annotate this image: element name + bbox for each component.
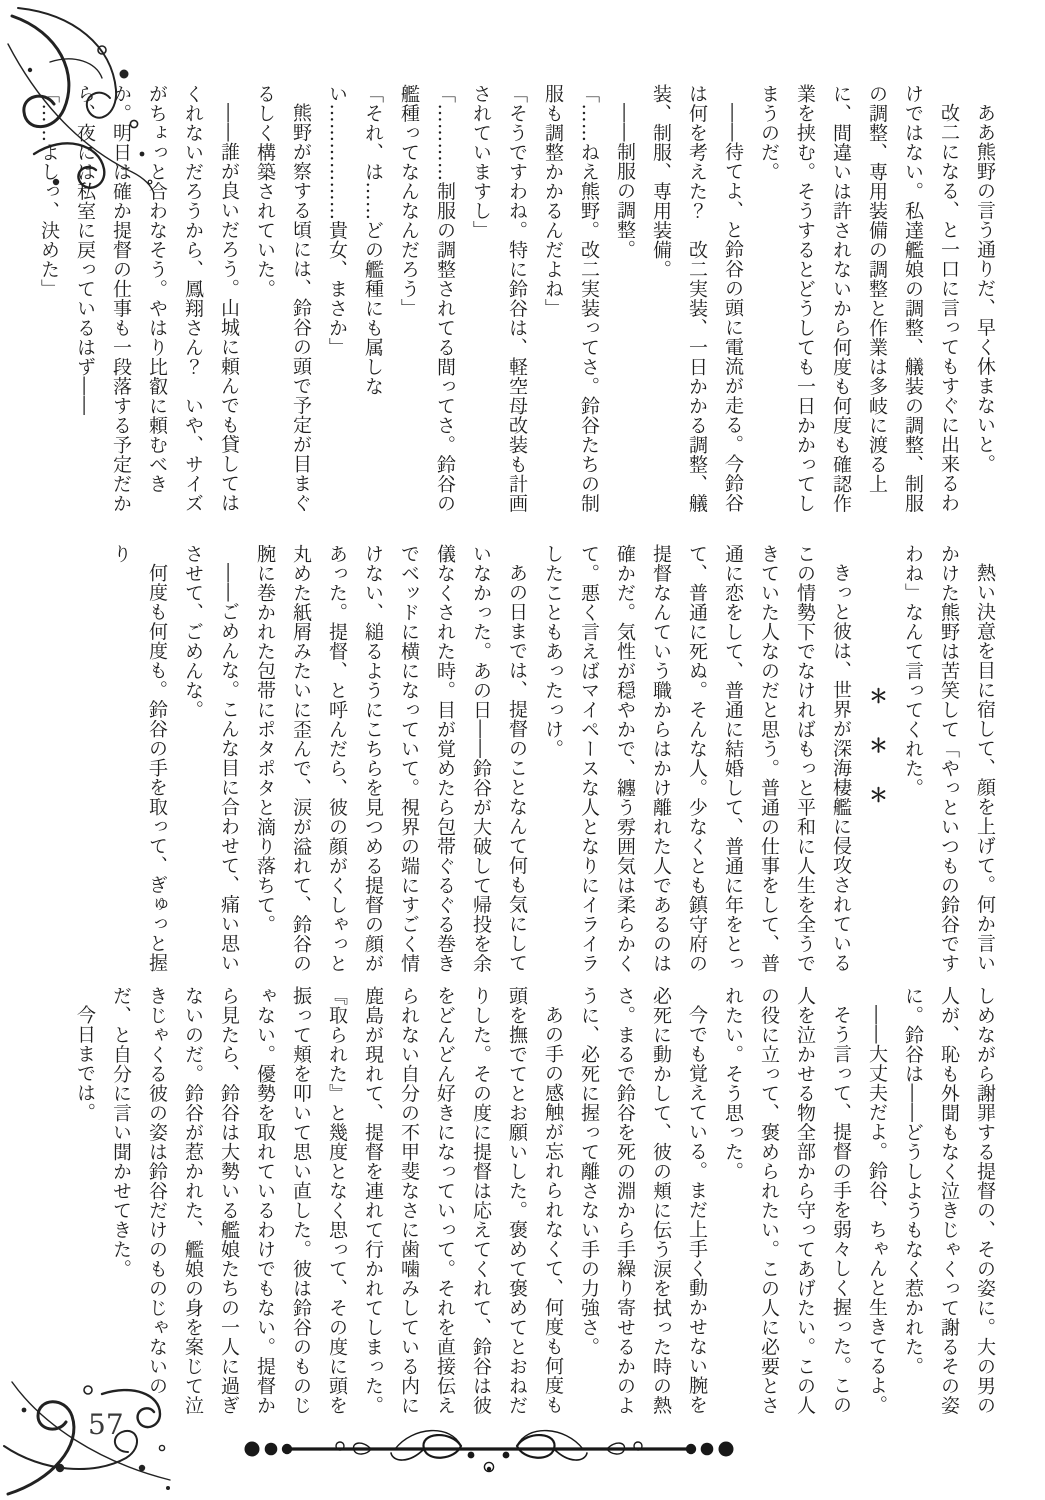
paragraph: 「それ、は……どの艦種にも属しない………………貴女、まさか」 [326,84,384,396]
paragraph: 改二になる、と一口に言ってもすぐに出来るわけではない。私達艦娘の調整、艤装の調整、制服の調整、専用装備の調整と作業は多岐に渡る上に、間違いは許されないから何度も何度も確認作業を挟む。そうするとどうしても一日かかってしまうのだ。 [758,84,960,513]
paragraph: ――大丈夫だよ。鈴谷、ちゃんと生きてるよ。 [866,1005,888,1415]
paragraph: 「…………制服の調整されてる間ってさ。鈴谷の艦種ってなんなんだろう」 [398,84,456,513]
section-break: ＊＊＊ [866,685,888,835]
paragraph: あの日までは、提督のことなんて何も気にしていなかった。あの日――鈴谷が大破して帰投を余儀なくされた時。目が覚めたら包帯ぐるぐる巻きでベッドに横になっていて。視界の端にすごく情けない、縋るようにこちらを見つめる提督の顔があった。提督、と呼んだら、彼の顔がくしゃっと丸めた紙屑みたいに歪んで、涙が溢れて、鈴谷の腕に巻かれた包帯にポタポタと滴り落ちて。 [254,544,528,973]
paragraph: あの手の感触が忘れられなくて、何度も何度も頭を撫でてとお願いした。褒めて褒めてとおねだりした。その度に提督は応えてくれて、鈴谷は彼をどんどん好きになっていって。それを直接伝えられない自分の不甲斐なさに歯噛みしている内に鹿島が現れて、提督を連れて行かれてしまった。『取られた』と幾度となく思って、その度に頭を振って頬を叩いて思い直した。彼は鈴谷のものじゃない。優勢を取れているわけでもない。提督から見たら、鈴谷は大勢いる艦娘たちの一人に過ぎないのだ。鈴谷が惹かれた、艦娘の身を案じて泣きじゃくる彼の姿は鈴谷だけのものじゃないのだ、と自分に言い聞かせてきた。 [110,986,564,1415]
page-number: 57 [88,1408,124,1441]
paragraph: きっと彼は、世界が深海棲艦に侵攻されているこの情勢下でなければもっと平和に人生を全うできていた人なのだと思う。普通の仕事をして、普通に恋をして、普通に結婚して、普通に年をとって、普通に死ぬ。そんな人。少なくとも鎮守府の提督なんていう職からはかけ離れた人であるのは確かだ。気性が穏やかで、纏う雰囲気は柔らかくて。悪く言えばマイペースな人となりにイライラしたこともあったっけ。 [542,544,852,973]
paragraph: 「そうですわね。特に鈴谷は、軽空母改装も計画されていますし」 [470,84,528,513]
paragraph: しめながら謝罪する提督の、その姿に。大の男の人が、恥も外聞もなく泣きじゃくって謝るその姿に。鈴谷は――どうしようもなく惹かれた。 [902,986,996,1415]
paragraph: 「……よしっ、決めた」 [38,84,60,299]
paragraph: ――ごめんな。こんな目に合わせて、痛い思いさせて、ごめんな。 [182,544,240,973]
paragraph: ――制服の調整。 [614,103,636,259]
paragraph: ――待てよ、と鈴谷の頭に電流が走る。今鈴谷は何を考えた？ 改二実装、一日かかる調整、艤装、制服、専用装備。 [650,84,744,513]
paragraph: ああ熊野の言う通りだ、早く休まないと。 [974,103,996,474]
text-block-middle [61,544,1003,976]
paragraph: 今でも覚えている。まだ上手く動かせない腕を必死に動かして、彼の頬に伝う涙を拭った時の熱さ。まるで鈴谷を死の淵から手繰り寄せるかのように、必死に握って離さない手の力強さ。 [578,986,708,1415]
paragraph: 熊野が察する頃には、鈴谷の頭で予定が目まぐるしく構築されていた。 [254,84,312,513]
paragraph: 何度も何度も。鈴谷の手を取って、ぎゅっと握り [110,544,168,973]
paragraph: ――誰が良いだろう。山城に頼んでも貸してはくれないだろうから、鳳翔さん？ いや、サイズがちょっと合わなそう。やはり比叡に頼むべきか。明日は確か提督の仕事も一段落する予定だから、夜には私室に戻っているはず―― [74,84,240,513]
paragraph: そう言って、提督の手を弱々しく握った。この人を泣かせる物全部から守ってあげたい。この人の役に立って、褒められたい。この人に必要とされたい。そう思った。 [722,986,852,1415]
paragraph: 今日までは。 [74,1005,96,1122]
paragraph: 熱い決意を目に宿して、顔を上げて。何か言いかけた熊野は苦笑して「やっといつもの鈴谷ですわね」なんて言ってくれた。 [902,544,996,973]
footer-divider-ornament-icon [243,1424,735,1476]
paragraph: 「……ねえ熊野。改二実装ってさ。鈴谷たちの制服も調整かかるんだよね」 [542,84,600,513]
text-block-bottom [61,986,1003,1424]
text-block-top [38,84,1003,520]
